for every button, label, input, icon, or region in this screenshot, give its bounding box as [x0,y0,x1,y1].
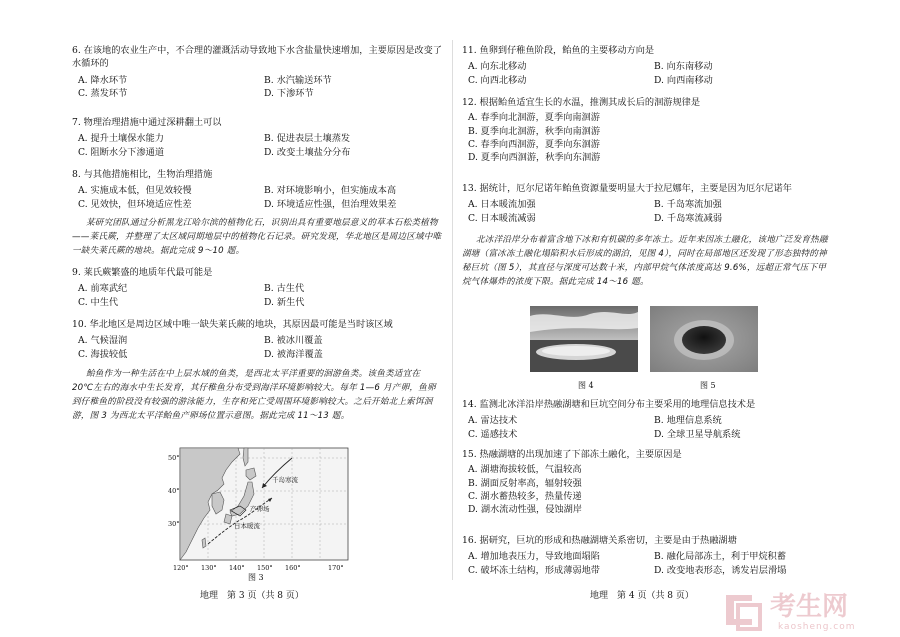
option-a[interactable]: A. 春季向北洄游，夏季向南洄游 [468,112,600,124]
lon-label-160: 160° [285,564,301,572]
question-8 [72,168,444,211]
lat-label-50: 50° [168,454,180,462]
figure-4-photo [530,306,638,372]
option-c[interactable]: C. 蒸发环节 [78,88,128,100]
question-12 [462,96,834,165]
option-a[interactable]: A. 向东北移动 [468,61,527,73]
option-a[interactable]: A. 实施成本低，但见效较慢 [78,185,192,197]
option-c[interactable]: C. 春季向西洄游，夏季向东洄游 [468,139,600,151]
lat-label-40: 40° [168,487,180,495]
option-c[interactable]: C. 破坏冻土结构，形成薄弱地带 [468,564,600,576]
lon-label-170: 170° [328,564,344,572]
question-8-stem: 8. 与其他措施相比，生物治理措施 [72,169,213,180]
watermark-text: 考生网 [770,592,849,622]
option-d[interactable]: D. 环境适应性强，但治理效果差 [264,198,397,210]
option-b[interactable]: B. 千岛寒流加强 [654,199,722,211]
option-b[interactable]: B. 向东南移动 [654,61,713,73]
question-12-options [462,111,834,164]
lon-label-130: 130° [201,564,217,572]
question-15-options [462,463,834,516]
question-6-options [72,74,444,101]
option-b[interactable]: B. 对环境影响小，但实施成本高 [264,185,397,197]
lake-reflection [542,346,610,356]
option-a[interactable]: A. 雷达技术 [468,415,518,427]
figure-3-caption: 图 3 [248,573,264,582]
option-a[interactable]: A. 降水环节 [78,74,128,86]
option-c[interactable]: C. 湖水蓄热较多，热量传递 [468,491,582,503]
question-8-options [72,184,444,211]
option-d[interactable]: D. 下渗环节 [264,88,314,100]
right-page-footer: 地理 第 4 页（共 8 页） [590,591,694,601]
passage-11-13: 鲐鱼作为一种生活在中上层水域的鱼类，是西北太平洋重要的洄游鱼类。该鱼类适宜在 20℃左右的海水中生长发育，其仔稚鱼分布受到海洋环境影响较大。每年 1—6 月产卵，鱼卵到仔稚鱼的阶段没有较强的游泳能力，生存和死亡受周围环境影响较大。之后开始北上索饵洄游，图 3 为西北太平洋鲐鱼产卵场位置示意图。据此完成 11～13 题。 [72,369,436,421]
option-c[interactable]: C. 日本暖流减弱 [468,212,536,224]
question-9 [72,266,444,309]
option-d[interactable]: D. 千岛寒流减弱 [654,212,723,224]
option-b[interactable]: B. 夏季向北洄游，秋季向南洄游 [468,125,601,137]
question-10 [72,318,444,361]
question-13-stem: 13. 据统计，厄尔尼诺年鲐鱼资源量要明显大于拉尼娜年，主要是因为厄尔尼诺年 [462,183,792,194]
question-13 [462,182,834,225]
option-d[interactable]: D. 全球卫星导航系统 [654,428,741,440]
question-11-stem: 11. 鱼卵到仔稚鱼阶段，鲐鱼的主要移动方向是 [462,45,655,56]
taiwan [202,538,206,548]
option-a[interactable]: A. 前寒武纪 [78,283,128,295]
left-page [72,0,444,637]
question-10-stem: 10. 华北地区是周边区域中唯一缺失莱氏蕨的地块，其原因最可能是当时该区域 [72,319,393,330]
option-c[interactable]: C. 海拔较低 [78,348,128,360]
option-b[interactable]: B. 被冰川覆盖 [264,335,323,347]
question-9-options [72,282,444,309]
lon-label-140: 140° [229,564,245,572]
question-15-stem: 15. 热融湖塘的出现加速了下部冻土融化，主要原因是 [462,449,682,460]
figure-3-map [168,444,354,574]
question-11-options [462,60,834,87]
question-14 [462,398,834,441]
passage-9-10: 某研究团队通过分析黑龙江哈尔滨的植物化石，识别出具有重要地层意义的草本石松类植物——莱氏蕨，并整理了太区域同期地层中的植物化石记录。研究发现，华北地区是周边区域中唯一缺失莱氏蕨的地块。据此完成 9～10 题。 [72,218,442,256]
question-16 [462,534,834,577]
kuril-current-label: 千岛寒流 [272,476,298,484]
watermark-url: kaosheng.com [778,622,856,632]
figure-5-photo [650,306,758,372]
option-a[interactable]: A. 增加地表压力，导致地面塌陷 [468,551,600,563]
passage-14-16: 北冰洋沿岸分布着富含地下冰和有机碳的多年冻土。近年来因冻土融化，该地广泛发育热融湖塘（富冰冻土融化塌陷积水后形成的湖泊，见图 4），同时在局部地区还发现了形态独特的神秘巨坑（图 5），其直径与深度可达数十米，内部甲烷气体浓度高达 9.6%，远超正常气压下甲烷气体爆炸的浓度下限。据此完成 14～16 题。 [462,235,828,287]
lat-label-30: 30° [168,520,180,528]
option-b[interactable]: B. 促进表层土壤蒸发 [264,133,351,145]
option-b[interactable]: B. 古生代 [264,283,305,295]
question-6-stem: 6. 在该地的农业生产中，不合理的灌溉活动导致地下水含盐量快速增加，主要原因是改变了 [72,45,442,56]
crater [682,326,726,354]
option-a[interactable]: A. 日本暖流加强 [468,199,536,211]
question-7 [72,116,444,159]
right-page [462,0,834,637]
question-6-stem-cont: 水循环的 [72,58,109,70]
option-d[interactable]: D. 改变土壤盐分分布 [264,146,351,158]
question-7-stem: 7. 物理治理措施中通过深耕翻土可以 [72,117,222,128]
lon-label-150: 150° [257,564,273,572]
option-a[interactable]: A. 提升土壤保水能力 [78,133,164,145]
page-divider [452,40,453,580]
option-b[interactable]: B. 地理信息系统 [654,415,722,427]
option-c[interactable]: C. 阻断水分下渗通道 [78,146,165,158]
option-c[interactable]: C. 向西北移动 [468,74,527,86]
question-9-stem: 9. 莱氏蕨繁盛的地质年代最可能是 [72,267,213,278]
left-page-footer: 地理 第 3 页（共 8 页） [200,591,304,601]
figure-4-caption: 图 4 [578,381,594,390]
question-14-options [462,414,834,441]
option-a[interactable]: A. 气候湿润 [78,335,128,347]
option-c[interactable]: C. 见效快，但环境适应性差 [78,198,192,210]
japan-current-label: 日本暖流 [234,522,260,530]
question-12-stem: 12. 根据鲐鱼适宜生长的水温，推测其成长后的洄游规律是 [462,97,701,108]
option-c[interactable]: C. 遥感技术 [468,428,518,440]
option-d[interactable]: D. 湖水流动性强，侵蚀湖岸 [468,504,582,516]
question-16-options [462,550,834,577]
question-14-stem: 14. 监测北冰洋沿岸热融湖塘和巨坑空间分布主要采用的地理信息技术是 [462,399,756,410]
option-d[interactable]: D. 向西南移动 [654,74,713,86]
question-11 [462,44,834,87]
option-a[interactable]: A. 湖塘海拔较低，气温较高 [468,464,582,476]
question-16-stem: 16. 据研究，巨坑的形成和热融湖塘关系密切，主要是由于热融湖塘 [462,535,737,546]
option-d[interactable]: D. 改变地表形态，诱发岩层滑塌 [654,564,787,576]
question-10-options [72,334,444,361]
question-13-options [462,198,834,225]
lon-label-120: 120° [173,564,189,572]
question-15 [462,448,834,517]
spawning-ground-label: 产卵场 [250,505,270,513]
option-d[interactable]: D. 新生代 [264,296,305,308]
option-b[interactable]: B. 融化局部冻土，利于甲烷积蓄 [654,551,787,563]
option-c[interactable]: C. 中生代 [78,296,119,308]
option-b[interactable]: B. 水汽输送环节 [264,74,332,86]
kaosheng-watermark-logo [722,585,892,633]
watermark-mark-icon [726,595,760,629]
option-d[interactable]: D. 被海洋覆盖 [264,348,323,360]
option-b[interactable]: B. 湖面反射率高，辐射较强 [468,477,582,489]
question-6 [72,44,444,100]
option-d[interactable]: D. 夏季向西洄游，秋季向东洄游 [468,152,601,164]
question-7-options [72,132,444,159]
figure-5-caption: 图 5 [700,381,716,390]
